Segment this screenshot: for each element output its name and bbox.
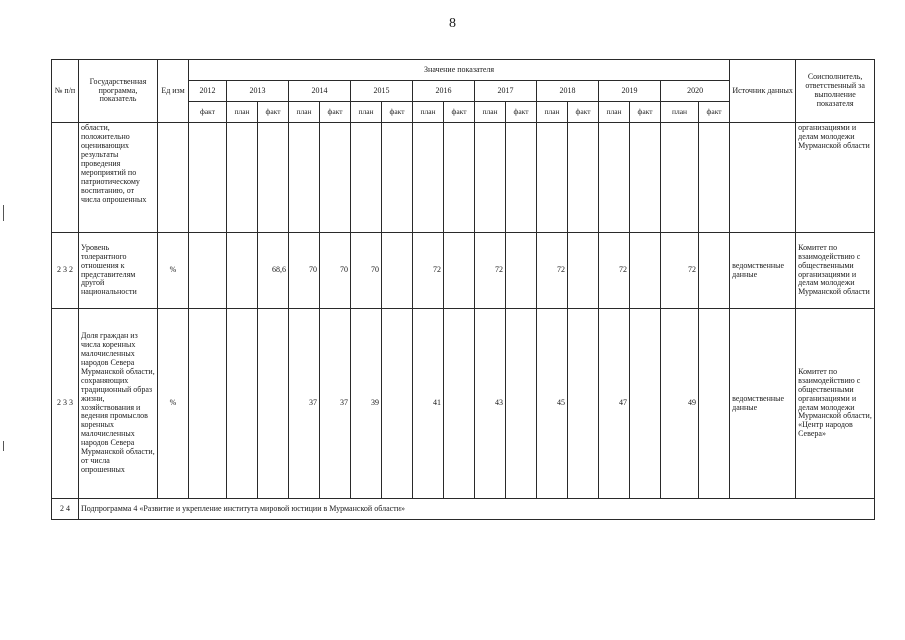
row-source (730, 123, 796, 233)
row-name: области, положительно оценивающих результаты проведения мероприятий по патриотическому воспитанию, от числа опрошенных (79, 123, 158, 233)
header-executor: Соисполнитель, ответственный за выполнение показателя (796, 60, 875, 123)
value-cell (382, 309, 413, 499)
header-fact: факт (568, 102, 599, 123)
value-cell (661, 123, 699, 233)
value-cell (568, 123, 599, 233)
value-cell: 39 (351, 309, 382, 499)
header-fact: факт (699, 102, 730, 123)
subprogram-row (52, 499, 875, 520)
row-num: 2 3 3 (52, 309, 79, 499)
header-plan: план (289, 102, 320, 123)
value-cell (630, 233, 661, 309)
header-plan: план (227, 102, 258, 123)
row-num: 2 3 2 (52, 233, 79, 309)
header-year-2016: 2016 (413, 81, 475, 102)
value-cell: 72 (537, 233, 568, 309)
value-cell: 49 (661, 309, 699, 499)
value-cell: 72 (475, 233, 506, 309)
header-year-2019: 2019 (599, 81, 661, 102)
table-row (52, 233, 875, 309)
value-cell: 70 (289, 233, 320, 309)
subprogram-num: 2 4 (52, 499, 79, 520)
header-plan: план (413, 102, 444, 123)
value-cell (568, 309, 599, 499)
value-cell (444, 233, 475, 309)
value-cell (227, 309, 258, 499)
header-plan: план (661, 102, 699, 123)
row-executor: организациями и делам молодежи Мурманской области (796, 123, 875, 233)
header-fact: факт (258, 102, 289, 123)
scan-mark-left-bottom (3, 441, 4, 451)
value-cell (227, 123, 258, 233)
header-plan: план (537, 102, 568, 123)
header-unit: Ед изм (158, 60, 189, 123)
row-unit: % (158, 233, 189, 309)
value-cell: 41 (413, 309, 444, 499)
value-cell: 72 (413, 233, 444, 309)
header-program: Государственная программа, показатель (79, 60, 158, 123)
header-fact: факт (382, 102, 413, 123)
row-name: Доля граждан из числа коренных малочисленных народов Севера Мурманской области, сохраняющих традиционный образ жизни, хозяйствования и ведения промыслов коренных малочисленных народов Севера Мурманской области, от числа опрошенных (79, 309, 158, 499)
header-fact: факт (506, 102, 537, 123)
header-fact: факт (630, 102, 661, 123)
header-values-title: Значение показателя (189, 60, 730, 81)
value-cell (258, 123, 289, 233)
header-year-2013: 2013 (227, 81, 289, 102)
value-cell: 72 (599, 233, 630, 309)
value-cell (630, 309, 661, 499)
header-year-2012: 2012 (189, 81, 227, 102)
value-cell (506, 309, 537, 499)
page-number: 8 (449, 16, 456, 31)
header-year-2014: 2014 (289, 81, 351, 102)
value-cell: 37 (320, 309, 351, 499)
value-cell (699, 123, 730, 233)
value-cell (258, 309, 289, 499)
value-cell (506, 233, 537, 309)
row-source: ведомственные данные (730, 233, 796, 309)
header-year-2020: 2020 (661, 81, 730, 102)
value-cell (599, 123, 630, 233)
header-fact: факт (189, 102, 227, 123)
value-cell: 70 (320, 233, 351, 309)
header-num: № п/п (52, 60, 79, 123)
value-cell: 47 (599, 309, 630, 499)
header-year-2017: 2017 (475, 81, 537, 102)
value-cell (568, 233, 599, 309)
indicators-table (51, 59, 875, 520)
value-cell (189, 123, 227, 233)
header-year-2018: 2018 (537, 81, 599, 102)
value-cell (537, 123, 568, 233)
value-cell (413, 123, 444, 233)
value-cell (351, 123, 382, 233)
subprogram-title: Подпрограмма 4 «Развитие и укрепление института мировой юстиции в Мурманской области» (79, 499, 875, 520)
value-cell: 72 (661, 233, 699, 309)
row-unit (158, 123, 189, 233)
value-cell: 43 (475, 309, 506, 499)
value-cell (444, 123, 475, 233)
value-cell (189, 233, 227, 309)
value-cell (289, 123, 320, 233)
row-executor: Комитет по взаимодействию с общественными организациями и делам молодежи Мурманской области (796, 233, 875, 309)
row-executor: Комитет по взаимодействию с общественными организациями и делам молодежи Мурманской области, «Центр народов Севера» (796, 309, 875, 499)
row-num (52, 123, 79, 233)
value-cell (382, 123, 413, 233)
header-plan: план (351, 102, 382, 123)
header-year-2015: 2015 (351, 81, 413, 102)
value-cell: 37 (289, 309, 320, 499)
value-cell: 70 (351, 233, 382, 309)
header-fact: факт (444, 102, 475, 123)
header-fact: факт (320, 102, 351, 123)
table-row (52, 123, 875, 233)
value-cell (444, 309, 475, 499)
value-cell (699, 309, 730, 499)
row-name: Уровень толерантного отношения к представителям другой национальности (79, 233, 158, 309)
value-cell (475, 123, 506, 233)
row-unit: % (158, 309, 189, 499)
value-cell (699, 233, 730, 309)
row-source: ведомственные данные (730, 309, 796, 499)
value-cell (320, 123, 351, 233)
header-source: Источник данных (730, 60, 796, 123)
value-cell (630, 123, 661, 233)
scan-mark-left-top (3, 205, 4, 221)
table-row (52, 309, 875, 499)
value-cell: 68,6 (258, 233, 289, 309)
value-cell (506, 123, 537, 233)
header-plan: план (475, 102, 506, 123)
value-cell: 45 (537, 309, 568, 499)
value-cell (189, 309, 227, 499)
value-cell (227, 233, 258, 309)
header-plan: план (599, 102, 630, 123)
value-cell (382, 233, 413, 309)
